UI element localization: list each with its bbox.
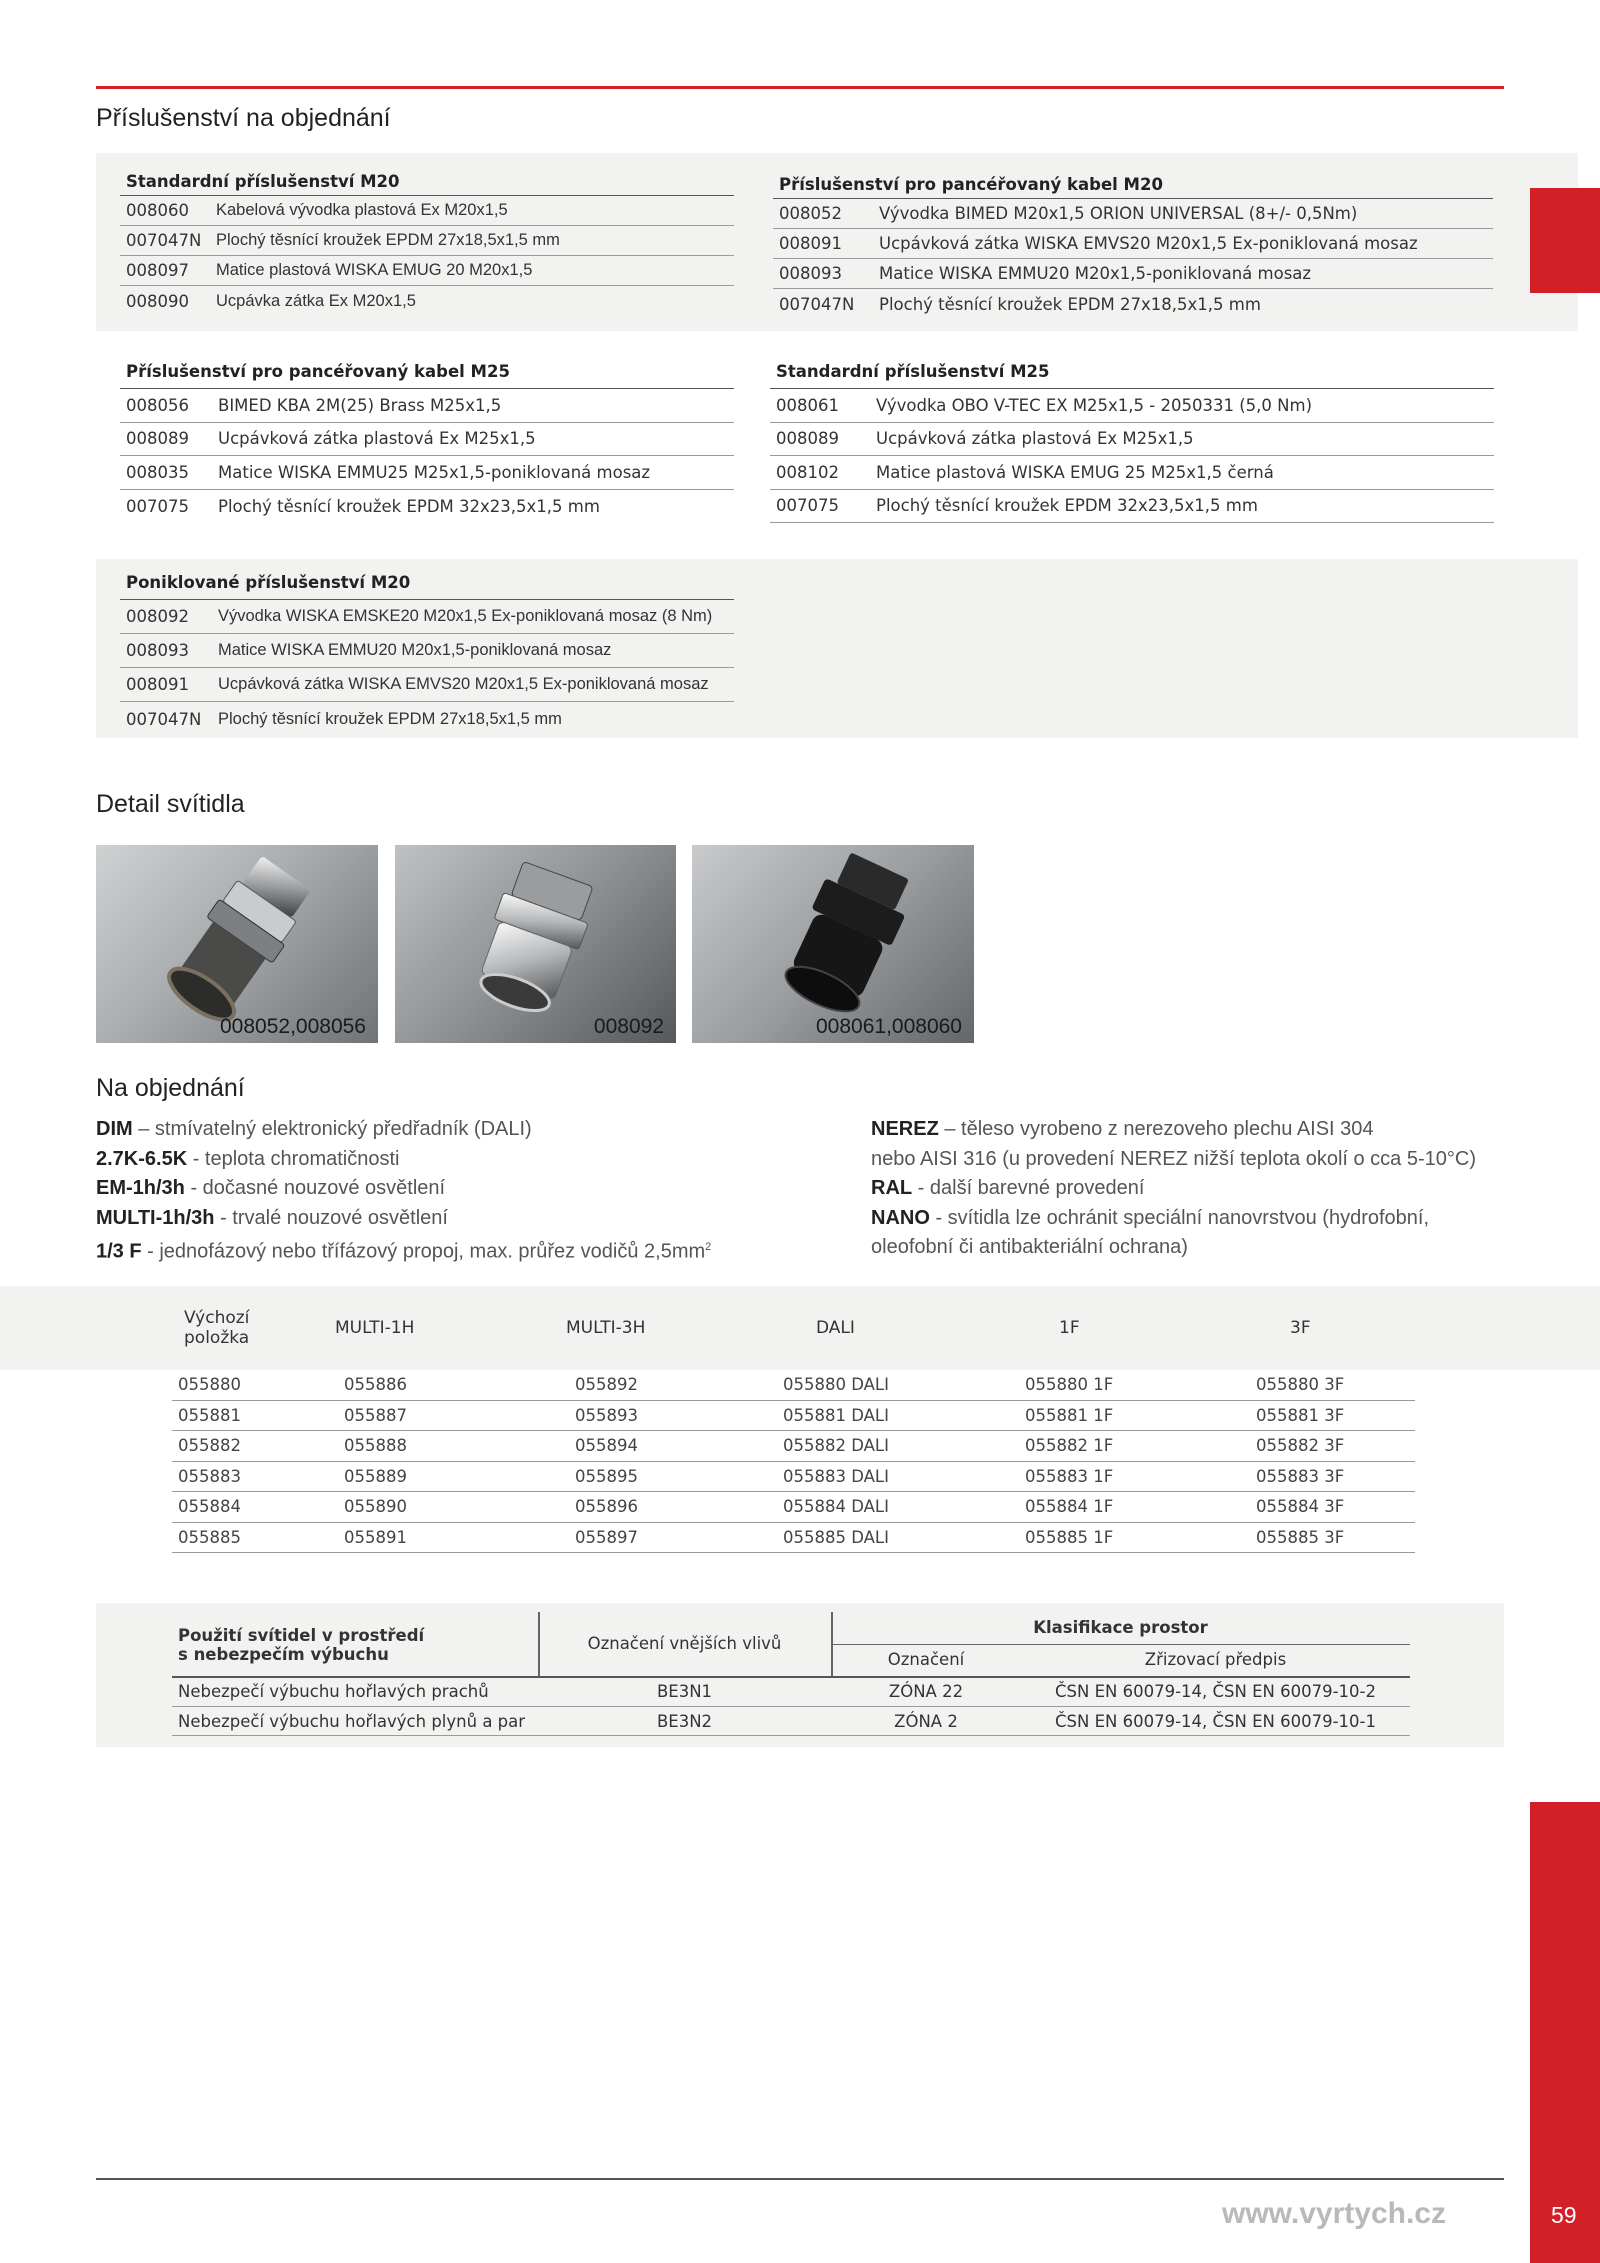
option-line: RAL - další barevné provedení	[871, 1177, 1145, 1199]
item-desc: Matice WISKA EMMU20 M20x1,5-poniklovaná mosaz	[879, 264, 1312, 283]
item-code: 007047N	[779, 294, 855, 314]
side-tab-top	[1530, 188, 1600, 293]
table-nickel-m20	[120, 567, 734, 736]
cell: 055881	[178, 1405, 241, 1425]
item-code: 007047N	[126, 709, 202, 729]
cell: ČSN EN 60079-14, ČSN EN 60079-10-2	[1054, 1682, 1376, 1701]
item-code: 008102	[776, 462, 839, 482]
item-desc: Ucpávková zátka plastová Ex M25x1,5	[218, 429, 536, 449]
variants-table	[172, 1370, 1415, 1553]
item-code: 008090	[126, 291, 189, 311]
item-desc: Vývodka WISKA EMSKE20 M20x1,5 Ex-poniklovaná mosaz (8 Nm)	[218, 607, 713, 625]
col-header-multi3h: MULTI-3H	[566, 1318, 646, 1338]
table-row	[172, 1370, 1415, 1401]
detail-title: Detail svítidla	[96, 790, 245, 818]
cell: 055880 DALI	[783, 1375, 889, 1395]
cell: 055882	[178, 1436, 241, 1456]
header-regulation: Zřizovací předpis	[1144, 1650, 1287, 1669]
table-heading: Příslušenství pro pancéřovaný kabel M25	[120, 356, 734, 389]
divider	[172, 1735, 1410, 1736]
item-code: 008060	[126, 201, 189, 220]
cell: 055881 3F	[1256, 1405, 1345, 1425]
cell: 055889	[344, 1466, 407, 1486]
cell: 055882 3F	[1256, 1436, 1345, 1456]
photo-caption: 008061,008060	[816, 1015, 962, 1038]
col-header-base: Výchozí položka	[184, 1308, 250, 1348]
item-desc: Plochý těsnící kroužek EPDM 27x18,5x1,5 mm	[216, 231, 560, 249]
table-std-m25	[770, 356, 1494, 523]
table-heading: Příslušenství pro pancéřovaný kabel M20	[773, 169, 1493, 199]
option-line: MULTI-1h/3h - trvalé nouzové osvětlení	[96, 1206, 448, 1229]
cell: ZÓNA 22	[888, 1682, 964, 1701]
cell: 055882 1F	[1025, 1436, 1114, 1456]
cell: 055885 3F	[1256, 1527, 1345, 1547]
header-external-influences: Označení vnějších vlivů	[587, 1634, 782, 1653]
divider	[172, 1706, 1410, 1707]
item-code: 007075	[776, 496, 839, 516]
side-tab-bottom	[1530, 1802, 1600, 2263]
top-rule	[96, 86, 1504, 89]
cell: 055894	[575, 1436, 638, 1456]
photo-caption: 008052,008056	[220, 1015, 366, 1038]
photo-gland-plastic	[692, 845, 974, 1043]
cell: 055881 1F	[1025, 1405, 1114, 1425]
item-code: 008089	[776, 429, 839, 449]
table-row	[172, 1523, 1415, 1554]
divider	[831, 1644, 1410, 1645]
divider	[172, 1676, 1410, 1678]
table-row	[172, 1492, 1415, 1523]
photo-gland-nickel	[395, 845, 676, 1043]
col-header-dali: DALI	[816, 1318, 855, 1338]
item-code: 007075	[126, 496, 189, 516]
item-code: 008097	[126, 261, 189, 280]
table-heading: Standardní příslušenství M20	[120, 166, 734, 196]
cell: 055884 3F	[1256, 1497, 1345, 1517]
cable-gland-image	[96, 845, 378, 1043]
page-title: Příslušenství na objednání	[96, 104, 391, 132]
cell: 055895	[575, 1466, 638, 1486]
item-code: 008035	[126, 462, 189, 482]
item-code: 008089	[126, 429, 189, 449]
table-armored-m25	[120, 356, 734, 523]
cell: 055886	[344, 1375, 407, 1395]
cell: 055883 1F	[1025, 1466, 1114, 1486]
cell: BE3N2	[656, 1712, 713, 1731]
item-desc: Plochý těsnící kroužek EPDM 27x18,5x1,5 mm	[218, 709, 562, 728]
cable-gland-image	[692, 845, 974, 1043]
item-desc: Plochý těsnící kroužek EPDM 27x18,5x1,5 mm	[879, 294, 1261, 314]
header-usage: Použití svítidel v prostředí s nebezpečím výbuchu	[178, 1626, 425, 1664]
footer-url[interactable]: www.vyrtych.cz	[1222, 2197, 1446, 2230]
cell: 055891	[344, 1527, 407, 1547]
order-title: Na objednání	[96, 1074, 245, 1102]
item-code: 008052	[779, 204, 842, 223]
col-header-1f: 1F	[1059, 1318, 1080, 1338]
order-options-right	[871, 1115, 1511, 1263]
cell: 055884 DALI	[783, 1497, 889, 1517]
item-code: 008056	[126, 395, 189, 415]
option-line: oleofobní či antibakteriální ochrana)	[871, 1236, 1188, 1258]
photo-caption: 008092	[593, 1015, 664, 1038]
cell: 055884 1F	[1025, 1497, 1114, 1517]
item-desc: Matice plastová WISKA EMUG 20 M20x1,5	[216, 261, 533, 279]
option-line: NANO - svítidla lze ochránit speciální nanovrstvou (hydrofobní,	[871, 1206, 1430, 1229]
option-line: DIM – stmívatelný elektronický předřadník (DALI)	[96, 1118, 532, 1140]
cell: 055881 DALI	[783, 1405, 889, 1425]
cell: ZÓNA 2	[894, 1712, 958, 1731]
item-desc: Matice WISKA EMMU25 M25x1,5-poniklovaná mosaz	[218, 462, 651, 482]
cell: 055887	[344, 1405, 407, 1425]
cell: 055882 DALI	[783, 1436, 889, 1456]
page-number: 59	[1551, 2202, 1577, 2228]
option-line: EM-1h/3h - dočasné nouzové osvětlení	[96, 1177, 446, 1199]
table-heading: Poniklované příslušenství M20	[120, 567, 734, 600]
item-code: 008093	[126, 641, 189, 660]
item-code: 008091	[779, 234, 842, 253]
item-code: 008091	[126, 675, 189, 694]
order-options-left	[96, 1115, 856, 1263]
header-designation: Označení	[887, 1650, 965, 1669]
item-code: 008093	[779, 264, 842, 283]
cell: 055885 DALI	[783, 1527, 889, 1547]
classification-table	[172, 1612, 1410, 1736]
item-desc: Vývodka OBO V-TEC EX M25x1,5 - 2050331 (5,0 Nm)	[876, 395, 1313, 415]
cell: 055897	[575, 1527, 638, 1547]
cell: 055880	[178, 1375, 241, 1395]
table-row	[172, 1431, 1415, 1462]
item-desc: Plochý těsnící kroužek EPDM 32x23,5x1,5 mm	[876, 496, 1258, 516]
option-line: 2.7K-6.5K - teplota chromatičnosti	[96, 1147, 400, 1170]
cell: 055884	[178, 1497, 241, 1517]
item-desc: Ucpávková zátka WISKA EMVS20 M20x1,5 Ex-poniklovaná mosaz	[218, 675, 709, 693]
photo-gland-armored	[96, 845, 378, 1043]
table-armored-m20	[773, 169, 1493, 319]
cell: 055885 1F	[1025, 1527, 1114, 1547]
header-space-classification: Klasifikace prostor	[1033, 1618, 1208, 1637]
option-line: nebo AISI 316 (u provedení NEREZ nižší teplota okolí o cca 5-10°C)	[871, 1147, 1476, 1170]
cell: 055883 3F	[1256, 1466, 1345, 1486]
cell: 055883 DALI	[783, 1466, 889, 1486]
cell: Nebezpečí výbuchu hořlavých prachů	[178, 1682, 489, 1701]
item-code: 007047N	[126, 231, 202, 250]
col-header-3f: 3F	[1290, 1318, 1311, 1338]
cell: 055890	[344, 1497, 407, 1517]
footer-rule	[96, 2178, 1504, 2180]
item-desc: Vývodka BIMED M20x1,5 ORION UNIVERSAL (8+/- 0,5Nm)	[879, 204, 1358, 223]
table-heading: Standardní příslušenství M25	[770, 356, 1494, 389]
item-code: 008092	[126, 607, 189, 626]
item-desc: BIMED KBA 2M(25) Brass M25x1,5	[218, 395, 502, 415]
item-desc: Matice plastová WISKA EMUG 25 M25x1,5 černá	[876, 462, 1274, 482]
item-desc: Kabelová vývodka plastová Ex M20x1,5	[216, 201, 508, 219]
cell: 055892	[575, 1375, 638, 1395]
item-desc: Plochý těsnící kroužek EPDM 32x23,5x1,5 mm	[218, 496, 600, 516]
col-header-multi1h: MULTI-1H	[335, 1318, 415, 1338]
item-desc: Ucpávková zátka WISKA EMVS20 M20x1,5 Ex-poniklovaná mosaz	[879, 234, 1418, 253]
option-line: NEREZ – těleso vyrobeno z nerezoveho plechu AISI 304	[871, 1118, 1374, 1140]
cell: 055885	[178, 1527, 241, 1547]
cell: ČSN EN 60079-14, ČSN EN 60079-10-1	[1054, 1712, 1376, 1731]
item-code: 008061	[776, 395, 839, 415]
cell: 055880 1F	[1025, 1375, 1114, 1395]
cell: 055896	[575, 1497, 638, 1517]
cell: 055888	[344, 1436, 407, 1456]
cell: BE3N1	[656, 1682, 713, 1701]
item-desc: Ucpávková zátka plastová Ex M25x1,5	[876, 429, 1194, 449]
table-row	[172, 1401, 1415, 1432]
item-desc: Matice WISKA EMMU20 M20x1,5-poniklovaná mosaz	[218, 641, 612, 659]
cable-gland-image	[395, 845, 676, 1043]
cell: Nebezpečí výbuchu hořlavých plynů a par	[178, 1712, 526, 1731]
cell: 055893	[575, 1405, 638, 1425]
cell: 055880 3F	[1256, 1375, 1345, 1395]
table-row	[172, 1462, 1415, 1493]
table-std-m20	[120, 166, 734, 316]
option-line: 1/3 F - jednofázový nebo třífázový propoj, max. průřez vodičů $2,5mm^2$	[96, 1240, 712, 1263]
cell: 055883	[178, 1466, 241, 1486]
item-desc: Ucpávka zátka Ex M20x1,5	[216, 291, 416, 310]
